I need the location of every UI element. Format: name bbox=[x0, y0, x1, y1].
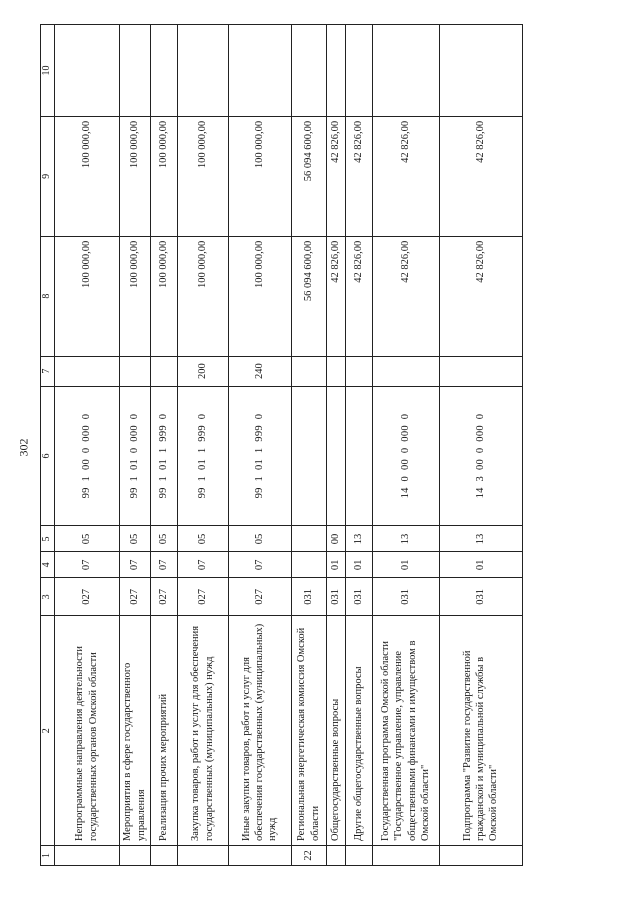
cell-expense-type bbox=[439, 356, 522, 386]
cell-number bbox=[439, 846, 522, 866]
cell-extra bbox=[372, 25, 439, 117]
cell-amount: 100 000,00 bbox=[228, 236, 291, 356]
cell-amount: 100 000,00 bbox=[54, 116, 119, 236]
cell-section: 07 bbox=[119, 552, 150, 578]
cell-section bbox=[291, 552, 326, 578]
cell-amount: 100 000,00 bbox=[177, 116, 228, 236]
cell-name: Реализация прочих мероприятий bbox=[150, 616, 177, 846]
cell-name: Закупка товаров, работ и услуг для обеспечения государственных (муниципальных) нужд bbox=[177, 616, 228, 846]
cell-number bbox=[177, 846, 228, 866]
cell-expense-type bbox=[345, 356, 372, 386]
cell-number bbox=[228, 846, 291, 866]
header-cell: 9 bbox=[41, 116, 55, 236]
cell-amount: 42 826,00 bbox=[439, 116, 522, 236]
header-cell: 3 bbox=[41, 578, 55, 616]
cell-number bbox=[345, 846, 372, 866]
cell-subsection: 13 bbox=[439, 526, 522, 552]
table-row bbox=[150, 25, 177, 866]
cell-amount: 100 000,00 bbox=[150, 236, 177, 356]
cell-target-article: 14 0 00 0 000 0 bbox=[372, 386, 439, 526]
cell-target-article bbox=[291, 386, 326, 526]
cell-section: 01 bbox=[439, 552, 522, 578]
table-row bbox=[177, 25, 228, 866]
cell-amount: 100 000,00 bbox=[119, 116, 150, 236]
cell-subsection bbox=[291, 526, 326, 552]
cell-number bbox=[372, 846, 439, 866]
cell-name: Непрограммные направления деятельности государственных органов Омской области bbox=[54, 616, 119, 846]
cell-amount: 100 000,00 bbox=[228, 116, 291, 236]
cell-code: 031 bbox=[439, 578, 522, 616]
table-row bbox=[326, 25, 345, 866]
cell-extra bbox=[119, 25, 150, 117]
table-row bbox=[291, 25, 326, 866]
cell-subsection: 13 bbox=[345, 526, 372, 552]
cell-code: 027 bbox=[150, 578, 177, 616]
cell-amount: 100 000,00 bbox=[119, 236, 150, 356]
cell-expense-type bbox=[326, 356, 345, 386]
cell-target-article: 99 1 01 1 999 0 bbox=[150, 386, 177, 526]
header-row bbox=[41, 25, 55, 866]
cell-code: 027 bbox=[228, 578, 291, 616]
table-row bbox=[228, 25, 291, 866]
cell-amount: 42 826,00 bbox=[345, 116, 372, 236]
table-row bbox=[119, 25, 150, 866]
rotated-page bbox=[40, 0, 640, 905]
cell-number: 22 bbox=[291, 846, 326, 866]
cell-amount: 42 826,00 bbox=[372, 236, 439, 356]
cell-name: Региональная энергетическая комиссия Омской области bbox=[291, 616, 326, 846]
cell-amount: 100 000,00 bbox=[177, 236, 228, 356]
header-cell: 1 bbox=[41, 846, 55, 866]
cell-expense-type bbox=[291, 356, 326, 386]
cell-subsection: 05 bbox=[228, 526, 291, 552]
cell-number bbox=[150, 846, 177, 866]
cell-name: Государственная программа Омской области "Государственное управление, управление общественными финансами и имуществом в Омской области" bbox=[372, 616, 439, 846]
cell-subsection: 05 bbox=[177, 526, 228, 552]
table-row bbox=[439, 25, 522, 866]
cell-extra bbox=[291, 25, 326, 117]
page-number: 302 bbox=[16, 438, 31, 457]
cell-target-article: 14 3 00 0 000 0 bbox=[439, 386, 522, 526]
cell-target-article bbox=[345, 386, 372, 526]
cell-code: 031 bbox=[291, 578, 326, 616]
cell-number bbox=[119, 846, 150, 866]
cell-subsection: 05 bbox=[150, 526, 177, 552]
cell-section: 07 bbox=[150, 552, 177, 578]
header-cell: 8 bbox=[41, 236, 55, 356]
cell-extra bbox=[439, 25, 522, 117]
cell-section: 01 bbox=[345, 552, 372, 578]
cell-section: 07 bbox=[228, 552, 291, 578]
cell-expense-type bbox=[119, 356, 150, 386]
cell-code: 031 bbox=[345, 578, 372, 616]
cell-amount: 42 826,00 bbox=[345, 236, 372, 356]
cell-name: Общегосударственные вопросы bbox=[326, 616, 345, 846]
header-cell: 5 bbox=[41, 526, 55, 552]
cell-extra bbox=[150, 25, 177, 117]
cell-section: 07 bbox=[177, 552, 228, 578]
cell-extra bbox=[326, 25, 345, 117]
cell-expense-type bbox=[150, 356, 177, 386]
cell-amount: 42 826,00 bbox=[326, 116, 345, 236]
cell-code: 027 bbox=[54, 578, 119, 616]
cell-target-article: 99 1 00 0 000 0 bbox=[54, 386, 119, 526]
cell-subsection: 05 bbox=[119, 526, 150, 552]
cell-amount: 100 000,00 bbox=[54, 236, 119, 356]
header-cell: 6 bbox=[41, 386, 55, 526]
cell-name: Иные закупки товаров, работ и услуг для обеспечения государственных (муниципальных) нужд bbox=[228, 616, 291, 846]
header-cell: 7 bbox=[41, 356, 55, 386]
header-cell: 10 bbox=[41, 25, 55, 117]
budget-table bbox=[40, 24, 523, 866]
cell-extra bbox=[228, 25, 291, 117]
cell-section: 07 bbox=[54, 552, 119, 578]
cell-extra bbox=[177, 25, 228, 117]
cell-expense-type bbox=[54, 356, 119, 386]
cell-code: 031 bbox=[372, 578, 439, 616]
cell-expense-type: 200 bbox=[177, 356, 228, 386]
cell-target-article bbox=[326, 386, 345, 526]
table-row bbox=[372, 25, 439, 866]
cell-extra bbox=[345, 25, 372, 117]
cell-amount: 42 826,00 bbox=[326, 236, 345, 356]
cell-code: 031 bbox=[326, 578, 345, 616]
cell-section: 01 bbox=[326, 552, 345, 578]
cell-amount: 56 094 600,00 bbox=[291, 236, 326, 356]
cell-section: 01 bbox=[372, 552, 439, 578]
cell-amount: 42 826,00 bbox=[439, 236, 522, 356]
cell-name: Мероприятия в сфере государственного управления bbox=[119, 616, 150, 846]
cell-code: 027 bbox=[177, 578, 228, 616]
cell-subsection: 13 bbox=[372, 526, 439, 552]
cell-amount: 42 826,00 bbox=[372, 116, 439, 236]
cell-number bbox=[54, 846, 119, 866]
header-cell: 4 bbox=[41, 552, 55, 578]
cell-target-article: 99 1 01 0 000 0 bbox=[119, 386, 150, 526]
table-row bbox=[54, 25, 119, 866]
cell-name: Другие общегосударственные вопросы bbox=[345, 616, 372, 846]
header-cell: 2 bbox=[41, 616, 55, 846]
cell-number bbox=[326, 846, 345, 866]
cell-target-article: 99 1 01 1 999 0 bbox=[228, 386, 291, 526]
cell-subsection: 00 bbox=[326, 526, 345, 552]
cell-target-article: 99 1 01 1 999 0 bbox=[177, 386, 228, 526]
cell-expense-type bbox=[372, 356, 439, 386]
cell-name: Подпрограмма "Развитие государственной гражданской и муниципальной службы в Омской области" bbox=[439, 616, 522, 846]
cell-expense-type: 240 bbox=[228, 356, 291, 386]
cell-code: 027 bbox=[119, 578, 150, 616]
cell-amount: 100 000,00 bbox=[150, 116, 177, 236]
cell-amount: 56 094 600,00 bbox=[291, 116, 326, 236]
cell-extra bbox=[54, 25, 119, 117]
table-row bbox=[345, 25, 372, 866]
cell-subsection: 05 bbox=[54, 526, 119, 552]
